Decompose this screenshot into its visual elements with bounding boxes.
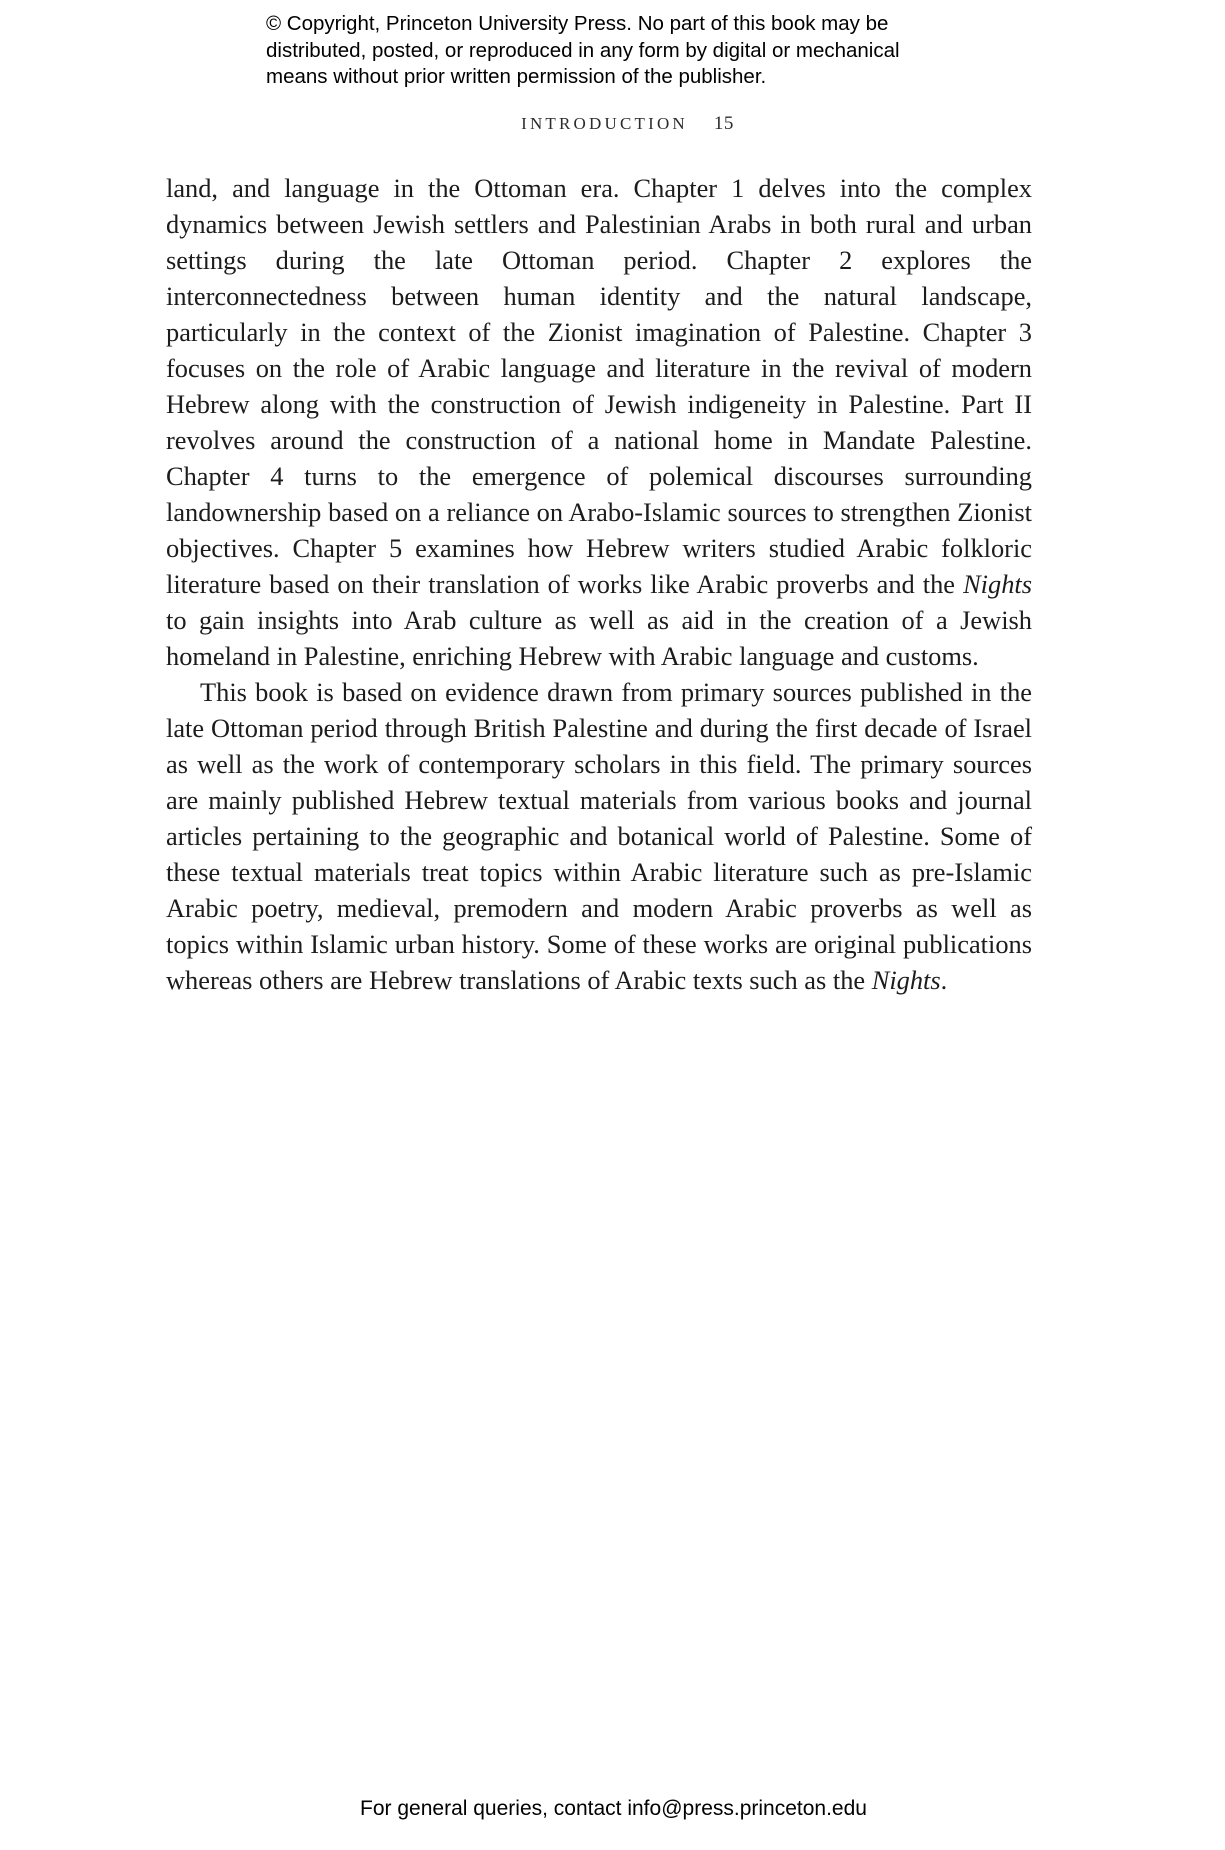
paragraph-text: This book is based on evidence drawn from primary sources published in the late Ottoman period through British Palestine and during the first decade of Israel as well as the work of contemporary scholars in this field. The primary sources are mainly published Hebrew textual materials from various books and journal articles pertaining to the geographic and botanical world of Palestine. Some of these textual materials treat topics within Arabic literature such as pre-Islamic Arabic poetry, medieval, premodern and modern Arabic proverbs as well as topics within Islamic urban history. Some of these works are original publications whereas others are Hebrew translations of Arabic texts such as the (166, 677, 1032, 995)
paragraph (166, 674, 1032, 998)
copyright-notice (266, 11, 1026, 91)
running-head (0, 113, 1225, 135)
copyright-line: means without prior written permission of the publisher. (266, 65, 767, 88)
paragraph-text: land, and language in the Ottoman era. Chapter 1 delves into the complex dynamics between Jewish settlers and Palestinian Arabs in both rural and urban settings during the late Ottoman period. Chapter 2 explores the interconnectedness between human identity and the natural landscape, particularly in the context of the Zionist imagination of Palestine. Chapter 3 focuses on the role of Arabic language and literature in the revival of modern Hebrew along with the construction of Jewish indigeneity in Palestine. Part II revolves around the construction of a national home in Mandate Palestine. Chapter 4 turns to the emergence of polemical discourses surrounding landownership based on a reliance on Arabo-Islamic sources to strengthen Zionist objectives. Chapter 5 examines how Hebrew writers studied Arabic folkloric literature based on their translation of works like Arabic proverbs and the (166, 173, 1032, 599)
running-head-section: INTRODUCTION (521, 114, 688, 133)
paragraph-text: . (940, 965, 948, 995)
copyright-line: © Copyright, Princeton University Press. No part of this book may be (266, 12, 889, 35)
italic-title: Nights (871, 965, 941, 995)
paragraph-text: to gain insights into Arab culture as well as aid in the creation of a Jewish homeland in Palestine, enriching Hebrew with Arabic language and customs. (166, 605, 1032, 671)
page-number: 15 (713, 113, 734, 134)
italic-title: Nights (963, 569, 1032, 599)
copyright-line: distributed, posted, or reproduced in any form by digital or mechanical (266, 38, 900, 62)
paragraph (166, 170, 1032, 674)
footer-contact: For general queries, contact info@press.princeton.edu (360, 1797, 867, 1820)
body-text (166, 170, 1032, 998)
